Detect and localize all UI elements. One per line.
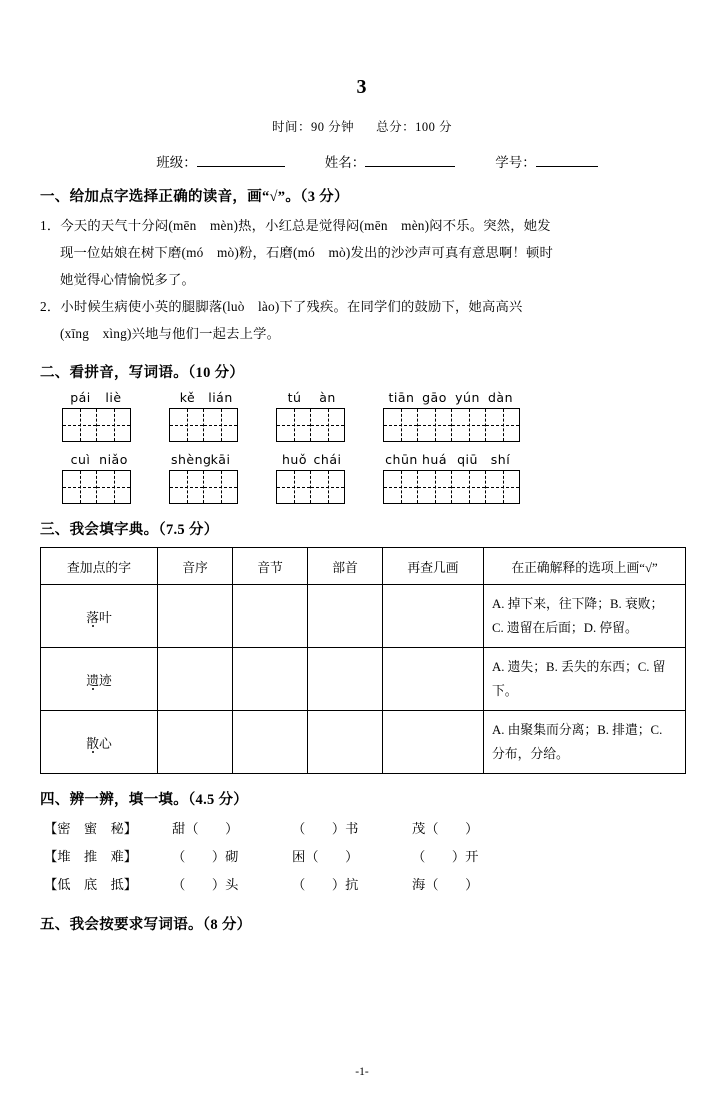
question-1-line-2: 现一位姑娘在树下磨(mó mò)粉，石磨(mó mò)发出的沙沙声可真有意思啊！顿时	[60, 245, 553, 260]
pinyin-label	[62, 390, 131, 405]
writing-cell[interactable]	[170, 471, 204, 503]
character-choice-item[interactable]: （ ）头	[172, 877, 239, 892]
writing-cell[interactable]	[63, 409, 97, 441]
exam-meta	[0, 117, 724, 135]
dict-option-line: C. 遗留在后面；D. 停留。	[492, 621, 638, 635]
character-choice-item[interactable]: 困（ ）	[292, 849, 359, 864]
pinyin-group	[276, 390, 345, 442]
writing-grid[interactable]	[276, 470, 345, 504]
dict-options-cell[interactable]	[484, 585, 686, 648]
pinyin-syllable: huá	[421, 452, 447, 467]
writing-cell[interactable]	[311, 409, 344, 441]
section-4-heading: 四、辨一辨，填一填。（4.5 分）	[40, 792, 249, 808]
pinyin-syllable: huǒ	[282, 452, 307, 467]
section-2-heading: 二、看拼音，写词语。（10 分）	[40, 365, 245, 381]
character-group: 【密 蜜 秘】	[44, 821, 138, 836]
writing-cell[interactable]	[311, 471, 344, 503]
number-field	[495, 151, 598, 171]
writing-grid[interactable]	[383, 408, 520, 442]
class-blank[interactable]	[197, 153, 285, 167]
page-title: 3	[356, 76, 368, 98]
dict-word-cell	[41, 585, 158, 648]
dict-option-line: 分布，分给。	[492, 747, 569, 761]
pinyin-syllable: shèng	[171, 452, 212, 467]
character-choice-row	[44, 815, 686, 843]
dict-options-cell[interactable]	[484, 711, 686, 774]
pinyin-row	[62, 452, 686, 504]
pinyin-syllable: pái	[70, 390, 91, 405]
dict-word-char: 心	[99, 736, 112, 751]
dict-option-line: A. 掉下来，往下降；B. 衰败；	[492, 597, 664, 611]
writing-cell[interactable]	[384, 409, 418, 441]
character-choice-item[interactable]: （ ）开	[412, 849, 479, 864]
table-row	[41, 585, 686, 648]
pinyin-group	[62, 390, 131, 442]
table-header-row	[41, 548, 686, 585]
class-field	[156, 151, 285, 171]
writing-cell[interactable]	[170, 409, 204, 441]
pinyin-syllable: niǎo	[99, 452, 128, 467]
pinyin-label	[276, 390, 345, 405]
class-label: 班级：	[156, 155, 197, 170]
writing-cell[interactable]	[418, 409, 452, 441]
writing-cell[interactable]	[452, 409, 486, 441]
pinyin-syllable: liè	[105, 390, 122, 405]
question-2-line-2: (xīng xìng)兴地与他们一起去上学。	[60, 326, 281, 341]
question-2-number: 2．	[40, 299, 61, 314]
character-choice-area	[44, 815, 686, 899]
pinyin-syllable: kě	[179, 390, 196, 405]
exam-page	[0, 76, 724, 1100]
pinyin-label	[169, 452, 238, 467]
dict-strokes-cell[interactable]	[383, 648, 484, 711]
character-group: 【低 底 抵】	[44, 877, 138, 892]
name-blank[interactable]	[365, 153, 455, 167]
pinyin-group	[383, 390, 520, 442]
dict-option-line: A. 由聚集而分离；B. 排遣；C.	[492, 723, 663, 737]
pinyin-syllable: tú	[287, 390, 302, 405]
name-field	[325, 151, 456, 171]
pinyin-label	[169, 390, 238, 405]
dict-radical-cell[interactable]	[308, 648, 383, 711]
pinyin-syllable: yún	[455, 390, 480, 405]
character-choice-row	[44, 843, 686, 871]
dict-initial-cell[interactable]	[158, 585, 233, 648]
dict-word-char: 落	[86, 610, 99, 625]
number-blank[interactable]	[536, 153, 598, 167]
col-word: 查加点的字	[41, 548, 158, 585]
dict-strokes-cell[interactable]	[383, 711, 484, 774]
name-label: 姓名：	[324, 155, 366, 170]
pinyin-label	[383, 452, 520, 467]
question-1-number: 1．	[40, 218, 61, 233]
exam-time: 时间：90 分钟	[271, 120, 355, 134]
character-choice-item[interactable]: 甜（ ）	[172, 821, 239, 836]
writing-cell[interactable]	[277, 471, 311, 503]
pinyin-syllable: chái	[313, 452, 342, 467]
character-choice-row	[44, 871, 686, 899]
pinyin-label	[383, 390, 520, 405]
col-strokes: 再查几画	[383, 548, 484, 585]
page-number: -1-	[355, 1066, 369, 1078]
question-2-line-1: 小时候生病使小英的腿脚落(luò lào)下了残疾。在同学们的鼓励下，她高高兴	[60, 299, 523, 314]
pinyin-syllable: cuì	[70, 452, 91, 467]
dict-strokes-cell[interactable]	[383, 585, 484, 648]
character-choice-item[interactable]: （ ）抗	[292, 877, 359, 892]
writing-grid[interactable]	[169, 470, 238, 504]
pinyin-row	[62, 390, 686, 442]
number-label: 学号：	[495, 155, 536, 170]
pinyin-group	[276, 452, 345, 504]
pinyin-syllable: tiān	[388, 390, 415, 405]
pinyin-group	[169, 390, 238, 442]
pinyin-writing-area	[62, 390, 686, 504]
writing-cell[interactable]	[486, 409, 519, 441]
col-syllable: 音节	[233, 548, 308, 585]
dict-radical-cell[interactable]	[308, 585, 383, 648]
table-row	[41, 648, 686, 711]
pinyin-syllable: kāi	[210, 452, 231, 467]
character-group: 【堆 推 难】	[44, 849, 138, 864]
dict-word-cell	[41, 648, 158, 711]
dict-word-char: 散	[86, 736, 99, 751]
character-choice-item[interactable]: （ ）书	[292, 821, 359, 836]
dict-word-char: 遗	[86, 673, 99, 688]
dict-syllable-cell[interactable]	[233, 711, 308, 774]
dict-options-cell[interactable]	[484, 648, 686, 711]
writing-cell[interactable]	[452, 471, 486, 503]
student-id-row	[0, 151, 724, 171]
exam-content	[0, 185, 724, 934]
pinyin-group	[383, 452, 520, 504]
pinyin-syllable: dàn	[487, 390, 514, 405]
pinyin-syllable: shí	[490, 452, 511, 467]
dict-initial-cell[interactable]	[158, 711, 233, 774]
writing-cell[interactable]	[97, 471, 130, 503]
dict-word-char: 迹	[99, 673, 112, 688]
pinyin-syllable: qiū	[457, 452, 478, 467]
section-3-heading: 三、我会填字典。（7.5 分）	[40, 522, 219, 538]
exam-total-score: 总分：100 分	[376, 120, 453, 134]
col-radical: 部首	[308, 548, 383, 585]
writing-grid[interactable]	[383, 470, 520, 504]
pinyin-group	[169, 452, 238, 504]
dictionary-table	[40, 547, 686, 774]
writing-grid[interactable]	[62, 408, 131, 442]
dict-syllable-cell[interactable]	[233, 648, 308, 711]
pinyin-syllable: gāo	[422, 390, 447, 405]
character-choice-item[interactable]: 海（ ）	[412, 877, 479, 892]
pinyin-group	[62, 452, 131, 504]
col-options: 在正确解释的选项上画“√”	[484, 548, 686, 585]
col-initial: 音序	[158, 548, 233, 585]
dict-word-char: 叶	[99, 610, 112, 625]
pinyin-label	[62, 452, 131, 467]
writing-grid[interactable]	[62, 470, 131, 504]
section-1-heading: 一、给加点字选择正确的读音，画“√”。（3 分）	[40, 189, 349, 205]
writing-grid[interactable]	[276, 408, 345, 442]
dict-initial-cell[interactable]	[158, 648, 233, 711]
question-1-line-1: 今天的天气十分闷(mēn mèn)热，小红总是觉得闷(mēn mèn)闷不乐。突然，她发	[60, 218, 551, 233]
character-choice-item[interactable]: 茂（ ）	[412, 821, 479, 836]
dict-radical-cell[interactable]	[308, 711, 383, 774]
dict-option-line: A. 遗失；B. 丢失的东西；C. 留下。	[492, 660, 666, 698]
question-1	[40, 212, 686, 293]
writing-cell[interactable]	[486, 471, 519, 503]
question-1-line-3: 她觉得心情愉悦多了。	[60, 272, 195, 287]
question-2	[40, 293, 686, 347]
dict-syllable-cell[interactable]	[233, 585, 308, 648]
writing-cell[interactable]	[97, 409, 130, 441]
writing-cell[interactable]	[384, 471, 418, 503]
section-5-heading: 五、我会按要求写词语。（8 分）	[40, 917, 252, 933]
writing-cell[interactable]	[63, 471, 97, 503]
table-row	[41, 711, 686, 774]
dict-word-cell	[41, 711, 158, 774]
writing-cell[interactable]	[277, 409, 311, 441]
pinyin-label	[276, 452, 345, 467]
writing-cell[interactable]	[204, 471, 237, 503]
pinyin-syllable: àn	[319, 390, 336, 405]
pinyin-syllable: chūn	[385, 452, 418, 467]
writing-cell[interactable]	[418, 471, 452, 503]
character-choice-item[interactable]: （ ）砌	[172, 849, 239, 864]
pinyin-syllable: lián	[208, 390, 233, 405]
writing-cell[interactable]	[204, 409, 237, 441]
writing-grid[interactable]	[169, 408, 238, 442]
